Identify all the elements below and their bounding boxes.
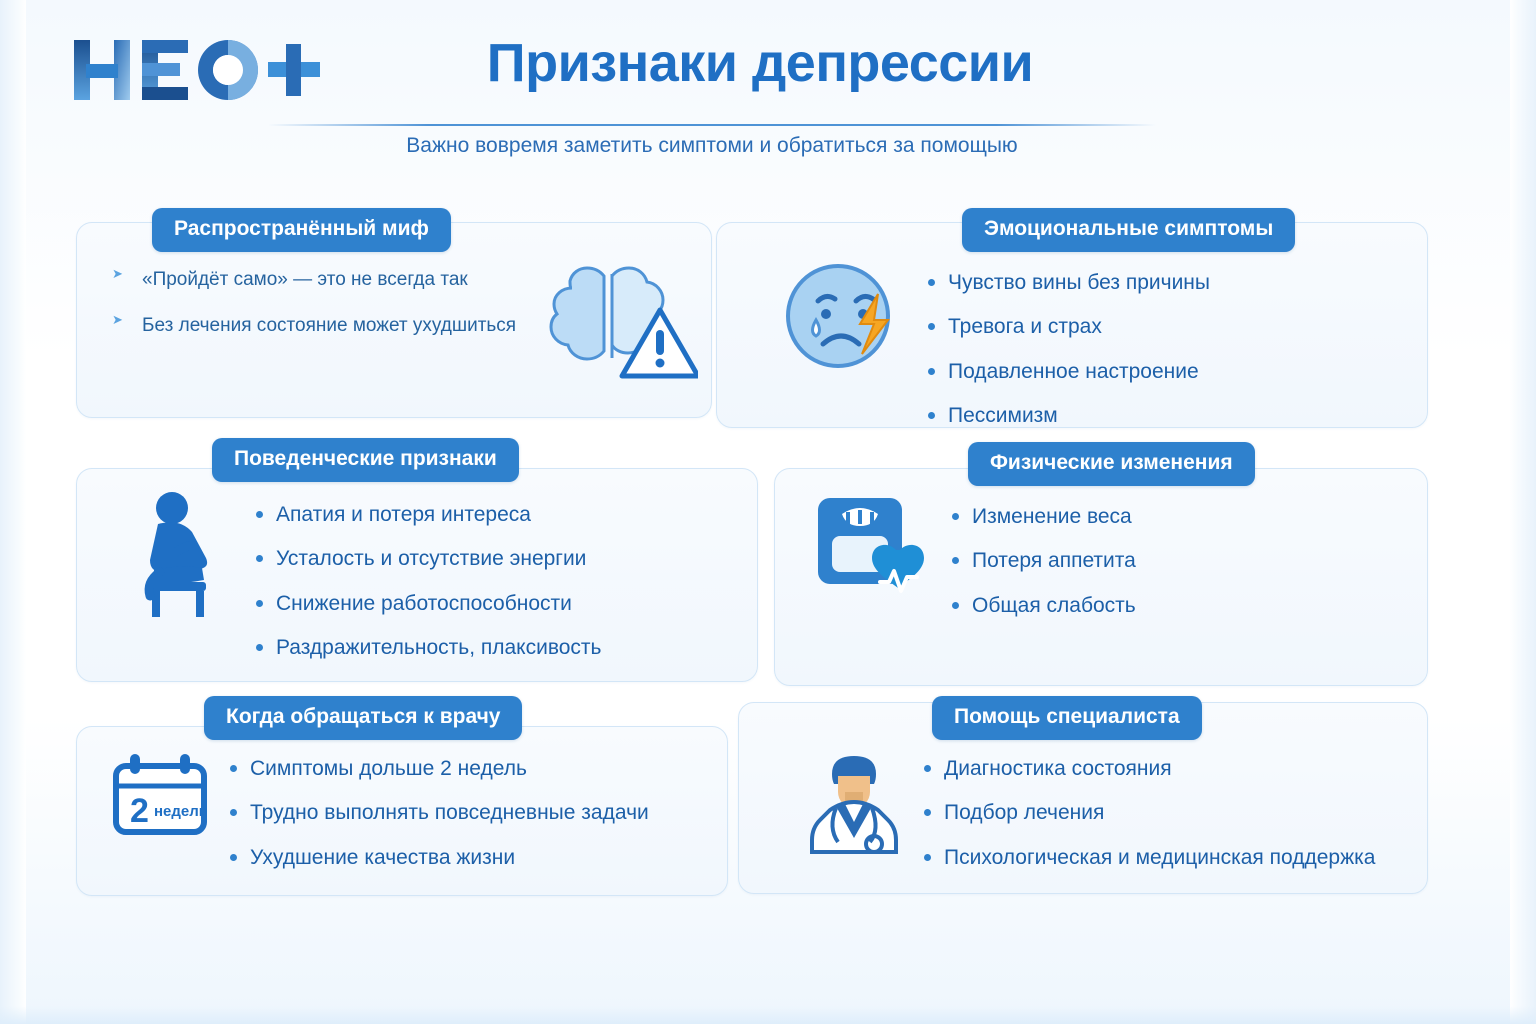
list-item: Ухудшение качества жизни (226, 845, 666, 871)
list-item: Общая слабость (948, 593, 1378, 619)
page-edge-left (0, 0, 26, 1024)
list-specialist-help (920, 756, 1420, 889)
brand-logo (72, 34, 322, 106)
list-item: Симптомы дольше 2 недель (226, 756, 666, 782)
list-item: Тревога и страх (924, 314, 1394, 340)
calendar-number: 2 (130, 792, 149, 830)
card-title-when-to-see-doctor: Когда обращаться к врачу (204, 696, 522, 740)
list-item: Подавленное настроение (924, 359, 1394, 385)
list-item: Диагностика состояния (920, 756, 1420, 782)
card-title-specialist-help: Помощь специалиста (932, 696, 1202, 740)
list-item: Усталость и отсутствие энергии (252, 546, 682, 572)
list-emotional (924, 270, 1394, 447)
list-item: Чувство вины без причины (924, 270, 1394, 296)
list-physical (948, 504, 1378, 637)
list-behavioral (252, 502, 682, 679)
list-item: ➤ «Пройдёт само» — это не всегда так (112, 268, 532, 292)
card-title-physical: Физические изменения (968, 442, 1255, 486)
list-when-to-see-doctor (226, 756, 666, 889)
card-title-emotional: Эмоциональные симптомы (962, 208, 1295, 252)
list-item: Пессимизм (924, 403, 1394, 429)
sitting-person-icon (118, 486, 248, 626)
list-item: Трудно выполнять повседневные задачи (226, 800, 666, 826)
list-item: ➤ Без лечения состояние может ухудшиться (112, 314, 532, 338)
card-title-myth: Распространённый миф (152, 208, 451, 252)
list-item: Снижение работоспособности (252, 591, 682, 617)
calendar-icon (106, 748, 216, 853)
list-item: Изменение веса (948, 504, 1378, 530)
page-subtitle: Важно вовремя заметить симптоми и обратиться за помощыю (406, 134, 1018, 157)
list-item: Апатия и потеря интереса (252, 502, 682, 528)
list-item: Раздражительность, плаксивость (252, 635, 682, 661)
calendar-unit: недели (154, 803, 209, 820)
title-divider (268, 124, 1156, 126)
list-item: Психологическая и медицинская поддержка (920, 845, 1420, 871)
list-item: Потеря аппетита (948, 548, 1378, 574)
card-title-behavioral: Поведенческие признаки (212, 438, 519, 482)
doctor-icon (790, 744, 920, 879)
list-item: Подбор лечения (920, 800, 1420, 826)
page-edge-bottom (0, 1006, 1536, 1024)
page-title: Признаки депрессии (486, 33, 1034, 93)
scale-heartbeat-icon (812, 492, 942, 617)
page-edge-right (1510, 0, 1536, 1024)
brain-warning-icon (528, 258, 698, 393)
list-myth (112, 268, 532, 360)
sad-face-icon (778, 256, 908, 391)
